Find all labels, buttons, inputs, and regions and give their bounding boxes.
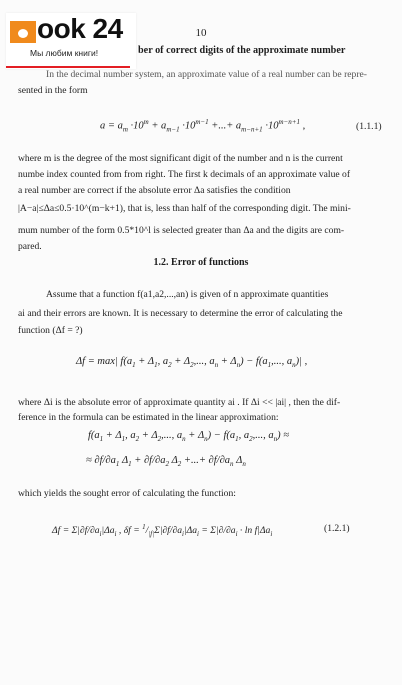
para4: which yields the sought error of calculating the function:	[18, 488, 236, 499]
equation-1-2-1: $\Delta f = \Sigma|\partial f/\partial a_i|\Delta a_i$ , $\delta f = ^1/_{|f|}\Sigma|\partial f/\partial a_i|\Delta a_i = \Sigma|\partial/\partial a_i \cdot \ln f|\Delta a_i$	[52, 523, 273, 539]
logo-b-hole	[18, 29, 28, 38]
para1-line-2: numbe index counted from from right. The first k decimals of an approximate value of	[18, 169, 351, 180]
para1-line-6: pared.	[18, 241, 42, 252]
para3-line-1: where Δi is the absolute error of approximate quantity ai . If Δi << |ai| , then the dif-	[18, 397, 341, 408]
para2-line-1: Assume that a function f(a1,a2,...,an) is given of n approximate quantities	[46, 289, 329, 300]
section-title: 1.2. Error of functions	[153, 257, 249, 268]
equation-1-1-1: $a = a_m \cdot 10^m + a_{m-1} \cdot 10^{m-1}$ +...+ $a_{m-n+1} \cdot 10^{m-n+1}$ ,	[100, 118, 306, 134]
equation-linear-line-2: ≈ $\partial f/\partial a_1$ $\Delta_1 + \partial f/\partial a_2$ $\Delta_2$ +...+ $\partial f/\partial a_n$ $\Delta_n$	[86, 455, 246, 469]
para3-line-2: ference in the formula can be estimated in the linear approximation:	[18, 412, 279, 423]
equation-number-1-1-1: (1.1.1)	[356, 121, 382, 132]
logo-tagline: Мы любим книги!	[30, 48, 99, 58]
heading-fragment: ber of correct digits of the approximate number	[138, 45, 346, 56]
equation-delta-f: Δf = max| $f(a_1 + \Delta_1$, $a_2 + \Delta_2$,..., $a_n + \Delta_n) - f(a_1$,..., $a_n)|$ ,	[76, 356, 308, 370]
equation-linear-line-1: $f(a_1 + \Delta_1$, $a_2 + \Delta_2$,..., $a_n + \Delta_n) - f(a_1$, $a_2$,..., $a_n$) ≈	[88, 430, 290, 444]
para1-line-4: |A−a|≤Δa≤0.5·10^(m−k+1), that is, less than half of the corresponding digit. The mini-	[18, 203, 351, 214]
intro-line-2: sented in the form	[18, 85, 88, 96]
para1-line-3: a real number are correct if the absolute error Δa satisfies the condition	[18, 185, 291, 196]
logo-brand-text: ook 24	[37, 13, 123, 44]
equation-number-1-2-1: (1.2.1)	[324, 523, 350, 534]
para1-line-5: mum number of the form 0.5*10^l is selected greater than Δa and the digits are com-	[18, 225, 345, 236]
para2-line-3: function (Δf = ?)	[18, 325, 83, 336]
intro-line-1: In the decimal number system, an approximate value of a real number can be repre-	[46, 69, 367, 80]
para1-line-1: where m is the degree of the most significant digit of the number and n is the current	[18, 153, 343, 164]
para2-line-2: ai and their errors are known. It is necessary to determine the error of calculating the	[18, 308, 343, 319]
page-number: 10	[195, 27, 207, 39]
